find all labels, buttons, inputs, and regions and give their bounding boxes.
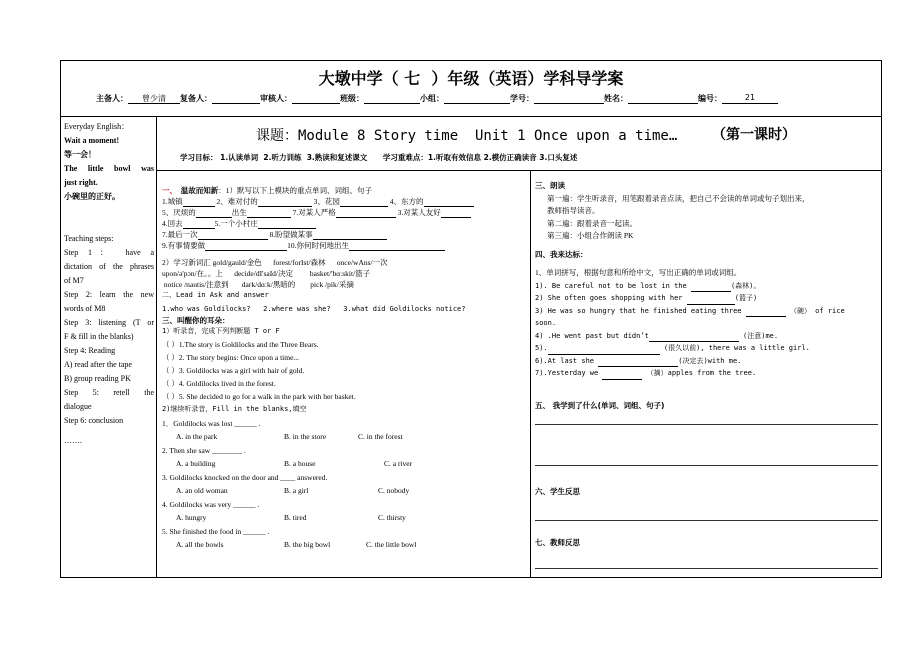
exercise-1-hint: (森林)。 [730, 281, 761, 290]
exercise-2: 2) She often goes shopping with her [535, 294, 683, 302]
option-c[interactable]: C. thirsty [378, 513, 406, 522]
review-item-2: 2、难对付的 [216, 197, 258, 206]
fill-question-2: 2. Then she saw ________ . [162, 446, 246, 455]
review-item-6: 出生 [231, 208, 247, 217]
reading-step-2: 第二遍：跟着录音一起读。 [547, 218, 637, 228]
exercise-7-hint: （摘）apples from the tree. [646, 369, 757, 377]
blank[interactable] [183, 197, 215, 207]
step-4: Step 4: Reading [64, 346, 116, 355]
left-column-divider [156, 116, 157, 578]
page-title: 大墩中学（ 七 ）年级（英语）学科导学案 [318, 69, 624, 88]
review-item-14: 10.你何时何地出生 [287, 241, 349, 250]
blank[interactable] [196, 208, 232, 218]
blank[interactable] [258, 219, 316, 229]
section-reading-title: 三、朗读 [535, 181, 565, 190]
blank[interactable] [258, 197, 312, 207]
tf-item-5: （ ）5. She decided to go for a walk in the park with her basket. [162, 392, 356, 401]
middle-column [162, 185, 524, 550]
author-label: 主备人： [96, 94, 128, 103]
option-c[interactable]: C. nobody [378, 486, 410, 495]
option-b[interactable]: B. tired [284, 513, 307, 522]
section-target-title: 四、我来达标： [535, 249, 588, 259]
reading-step-1-line2: 教师指导读音。 [547, 206, 600, 215]
exercise-3-hint: （碗） of rice [789, 306, 845, 315]
group-field[interactable] [444, 93, 510, 104]
exercise-4-blank[interactable] [649, 332, 739, 342]
exercise-3-blank[interactable] [746, 307, 786, 317]
exercise-6: 6).At last she [535, 356, 595, 365]
number-value: 21 [722, 93, 778, 104]
option-a[interactable]: A. hungry [176, 513, 207, 522]
blank[interactable] [247, 208, 291, 218]
step-5: Step 5: retell the [64, 388, 154, 397]
fill-question-3: 3. Goldilocks knocked on the door and ____ answered. [162, 473, 328, 482]
teaching-steps-title: Teaching steps: [64, 234, 114, 243]
middle-column-divider [530, 170, 531, 578]
exercise-instruction: 1、单词拼写，根据句意和所给中文，写出正确的单词或词组。 [535, 268, 742, 277]
new-word: notice /nautis/注意到 [163, 280, 229, 289]
review-item-8: 3.对某人友好 [397, 208, 441, 217]
lesson-title: 课题：Module 8 Story time Unit 1 Once upon a time… [256, 128, 678, 144]
option-c[interactable]: C. the little bowl [366, 540, 417, 549]
exercise-3: 3) He was so hungry that he finished eating three [535, 306, 742, 315]
new-word: decide/dI'saId/决定 [234, 269, 294, 278]
blank[interactable] [183, 219, 215, 229]
step-4b: B) group reading PK [64, 374, 131, 383]
co-author-field[interactable] [212, 93, 260, 104]
exercise-3-line2: soon. [535, 319, 557, 327]
review-item-5: 5、厌烦的 [162, 208, 196, 217]
new-word: gold/gauld/金色 [212, 258, 262, 267]
review-item-4: 4、东方的 [389, 197, 424, 206]
section-learned-title: 五、 我学到了什么(单词、词组、句子) [535, 401, 665, 410]
blank[interactable] [336, 208, 396, 218]
review-item-3: 3、花园 [313, 197, 340, 206]
name-field[interactable] [628, 93, 698, 104]
review-item-12: 8.盼望做某事 [269, 230, 313, 239]
option-a[interactable]: A. an old woman [176, 486, 228, 495]
tf-item-4: （ ）4. Goldilocks lived in the forest. [162, 379, 276, 388]
blank[interactable] [441, 208, 471, 218]
step-6: Step 6: conclusion [64, 416, 124, 425]
phrase-wait: Wait a moment! [64, 136, 120, 145]
step-3: Step 3: listening (T or [64, 318, 154, 327]
review-item-10: 5.一个小村庄 [214, 219, 258, 228]
section-1-instruction: ：1）默写以下上模块的重点单词、词组、句子 [218, 186, 372, 195]
review-item-7: 7.对某人严格 [292, 208, 336, 217]
blank[interactable] [313, 230, 387, 240]
number-label: 编号： [698, 94, 722, 103]
option-b[interactable]: B. the big bowl [284, 540, 331, 549]
phrase-bowl-2: just right. [64, 178, 98, 187]
meta-row [96, 93, 778, 104]
blank[interactable] [198, 230, 268, 240]
exercise-6-blank[interactable] [598, 357, 678, 367]
blank[interactable] [340, 197, 388, 207]
step-5-line2: dialogue [64, 402, 92, 411]
exercise-5-hint: (很久以前), there was a little girl. [663, 344, 810, 352]
new-word: forest/forIst/森林 [273, 258, 326, 267]
listening-1-instruction: 1）听录音，完成下列判断题 T or F [162, 327, 280, 335]
phrase-bowl: The little bowl was [64, 164, 154, 173]
exercise-5: 5). [535, 344, 548, 352]
exercise-4: 4) .He went past but didn’t [535, 331, 649, 340]
step-2: Step 2: learn the new [64, 290, 154, 299]
ellipsis: ……. [64, 436, 82, 445]
phrase-bowl-cn: 小碗里的正好。 [64, 192, 120, 201]
lesson-period: （第一课时） [712, 127, 796, 143]
exercise-1-blank[interactable] [691, 282, 731, 292]
step-1: Step 1： have a [64, 248, 154, 257]
section-student-reflection-title: 六、学生反思 [535, 487, 580, 496]
option-a[interactable]: A. a building [176, 459, 216, 468]
step-4a: A) read after the tape [64, 360, 132, 369]
reading-step-1: 第一遍：学生听录音，用笔跟着录音点读，把自己不会读的单词或句子划出来， [547, 193, 810, 203]
fill-question-4: 4. Goldilocks was very ______ . [162, 500, 260, 509]
blank[interactable] [349, 241, 445, 251]
exercise-2-hint: (篮子) [734, 294, 758, 302]
student-id-field[interactable] [534, 93, 604, 104]
option-b[interactable]: B. a girl [284, 486, 309, 495]
student-reflection-line[interactable] [535, 520, 878, 521]
reading-step-3: 第三遍：小组合作朗读 PK [547, 231, 634, 240]
exercise-7-blank[interactable] [602, 370, 642, 380]
exercise-1: 1). Be careful not to be lost in the [535, 281, 687, 290]
step-1-line2: dictation of the phrases [64, 262, 154, 271]
review-item-9: 4.回去 [162, 219, 183, 228]
option-b[interactable]: B. a house [284, 459, 316, 468]
section-2-title: 二、Lead in Ask and answer [162, 291, 269, 299]
option-c[interactable]: C. in the forest [358, 432, 403, 441]
tf-item-2: （ ）2. The story begins: Once upon a time... [162, 353, 300, 362]
reviewer-field[interactable] [292, 93, 340, 104]
author-value: 曾少清 [128, 93, 180, 104]
lead-question-2: 2.where was she? [263, 305, 331, 313]
option-a[interactable]: A. all the bowls [176, 540, 224, 549]
review-item-11: 7.最后一次 [162, 230, 198, 239]
tf-item-1: （ ）1.The story is Goldilocks and the Three Bears. [162, 340, 319, 349]
learning-goals: 学习目标： 1.认读单词 2.听力训练 3.熟读和复述课文 学习重难点：1.听取有效信息 2.模仿正确读音 3.口头复述 [180, 153, 578, 162]
option-b[interactable]: B. in the store [284, 432, 327, 441]
section-3-title: 三、叫醒你的耳朵： [162, 316, 230, 325]
tf-item-3: （ ）3. Goldilocks was a girl with hair of gold. [162, 366, 305, 375]
blank[interactable] [424, 197, 474, 207]
co-author-label: 复备人： [180, 94, 212, 103]
section-1-number: 一、 [162, 186, 177, 195]
section-teacher-reflection-title: 七、教师反思 [535, 538, 580, 547]
option-c[interactable]: C. a river [384, 459, 413, 468]
exercise-7: 7).Yesterday we [535, 369, 599, 377]
option-a[interactable]: A. in the park [176, 432, 218, 441]
step-3-line2: F & fill in the blanks) [64, 332, 134, 341]
exercise-5-blank[interactable] [548, 345, 660, 355]
step-2-line2: words of M8 [64, 304, 106, 313]
left-column [64, 120, 154, 448]
review-item-1: 1.城镇 [162, 197, 183, 206]
fill-question-5: 5. She finished the food in ______ . [162, 527, 270, 536]
new-words-label: 2）学习新词汇 [162, 258, 211, 267]
learned-answer-line-1[interactable] [535, 424, 878, 425]
exercise-4-hint: (注意)me. [743, 331, 779, 340]
class-label: 班级： [340, 94, 364, 103]
new-word: dark/dɑːk/黑暗的 [241, 280, 296, 289]
phrase-wait-cn: 等一会！ [64, 150, 96, 159]
listening-2-instruction: 2)继续听录音，Fill in the blanks,填空 [162, 405, 307, 413]
section-1-title: 温故而知新 [180, 186, 219, 195]
lead-question-3: 3.what did Goldilocks notice? [343, 305, 466, 313]
learned-answer-line-2[interactable] [535, 465, 878, 466]
new-word: once/wAns/一次 [336, 258, 388, 267]
new-word: upon/ə'pɔn/在。。上 [162, 269, 223, 278]
header-divider [60, 116, 882, 117]
lead-question-1: 1.who was Goldilocks? [162, 305, 251, 313]
right-column [535, 180, 881, 380]
review-item-13: 9.有事情要做 [162, 241, 206, 250]
teacher-reflection-line[interactable] [535, 568, 878, 569]
exercise-6-hint: (决定去)with me. [678, 356, 742, 365]
new-word: pick /pik/采摘 [310, 280, 354, 289]
fill-question-1: 1．Goldilocks was lost ______ . [162, 419, 261, 428]
exercise-2-blank[interactable] [687, 295, 735, 305]
group-label: 小组： [420, 94, 444, 103]
goal-divider [156, 170, 882, 171]
reviewer-label: 审核人： [260, 94, 292, 103]
step-1-line3: of M7 [64, 276, 84, 285]
class-field[interactable] [364, 93, 420, 104]
student-id-label: 学号： [510, 94, 534, 103]
new-word: basket/'bɑːskit/篮子 [309, 269, 371, 278]
name-label: 姓名： [604, 94, 628, 103]
everyday-english-label: Everyday English： [64, 122, 130, 131]
blank[interactable] [205, 241, 287, 251]
